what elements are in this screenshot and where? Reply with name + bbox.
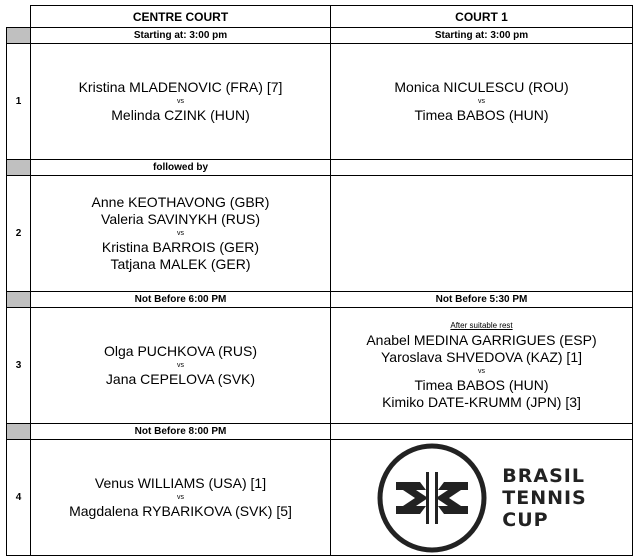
player-name: Anne KEOTHAVONG (GBR) [91, 194, 270, 210]
centre-match-cell [31, 44, 331, 160]
logo-wordmark [502, 465, 587, 531]
player-name: Venus WILLIAMS (USA) [1] [94, 475, 267, 491]
player-name: Valeria SAVINYKH (RUS) [101, 211, 260, 227]
match-number: 1 [7, 44, 31, 160]
order-of-play-table [6, 5, 633, 556]
player-name: Yaroslava SHVEDOVA (KAZ) [1] [381, 348, 582, 365]
band-marker [7, 292, 31, 308]
versus-label: vs [177, 362, 184, 369]
rest-note: After suitable rest [450, 320, 513, 330]
match-row [7, 440, 633, 556]
player-name: Anabel MEDINA GARRIGUES (ESP) [366, 331, 597, 348]
player-name: Kimiko DATE-KRUMM (JPN) [3] [382, 393, 581, 410]
versus-label: vs [177, 98, 184, 105]
versus-label: vs [177, 230, 184, 237]
court1-match-cell [331, 308, 633, 424]
logo-line: TENNIS [502, 486, 587, 509]
centre-start-time: Starting at: 3:00 pm [31, 28, 331, 44]
court1-band-empty [331, 424, 633, 440]
match-number: 3 [7, 308, 31, 424]
versus-label: vs [478, 98, 485, 105]
player-name: Magdalena RYBARIKOVA (SVK) [5] [69, 503, 292, 519]
player-name: Jana CEPELOVA (SVK) [105, 371, 256, 387]
logo-line: CUP [502, 508, 549, 531]
player-name: Monica NICULESCU (ROU) [394, 79, 569, 95]
band-marker [7, 160, 31, 176]
corner-cell [7, 6, 31, 28]
versus-label: vs [177, 494, 184, 501]
centre-court-header: CENTRE COURT [31, 6, 331, 28]
time-band-row [7, 424, 633, 440]
header-row [7, 6, 633, 28]
court1-match-cell-empty [331, 176, 633, 292]
match-number: 4 [7, 440, 31, 556]
logo-line: BRASIL [502, 464, 585, 487]
match-row [7, 176, 633, 292]
versus-label: vs [478, 367, 485, 375]
player-name: Kristina MLADENOVIC (FRA) [7] [78, 79, 283, 95]
match-row [7, 44, 633, 160]
centre-not-before: Not Before 8:00 PM [31, 424, 331, 440]
time-band-row [7, 28, 633, 44]
player-name: Olga PUCHKOVA (RUS) [104, 343, 257, 359]
player-name: Tatjana MALEK (GER) [110, 256, 251, 272]
band-marker [7, 28, 31, 44]
centre-followed-by: followed by [31, 160, 331, 176]
player-name: Timea BABOS (HUN) [414, 376, 549, 393]
centre-not-before: Not Before 6:00 PM [31, 292, 331, 308]
time-band-row [7, 160, 633, 176]
centre-match-cell [31, 308, 331, 424]
centre-match-cell [31, 176, 331, 292]
time-band-row [7, 292, 633, 308]
court1-match-cell [331, 44, 633, 160]
band-marker [7, 424, 31, 440]
court1-start-time: Starting at: 3:00 pm [331, 28, 633, 44]
brasil-tennis-cup-logo [331, 442, 632, 554]
tournament-emblem-icon [376, 442, 488, 554]
court-1-header: COURT 1 [331, 6, 633, 28]
court1-band-empty [331, 160, 633, 176]
court1-not-before: Not Before 5:30 PM [331, 292, 633, 308]
player-name: Melinda CZINK (HUN) [111, 107, 250, 123]
match-number: 2 [7, 176, 31, 292]
player-name: Timea BABOS (HUN) [414, 107, 549, 123]
centre-match-cell [31, 440, 331, 556]
match-row [7, 308, 633, 424]
player-name: Kristina BARROIS (GER) [101, 239, 260, 255]
logo-cell [331, 440, 633, 556]
